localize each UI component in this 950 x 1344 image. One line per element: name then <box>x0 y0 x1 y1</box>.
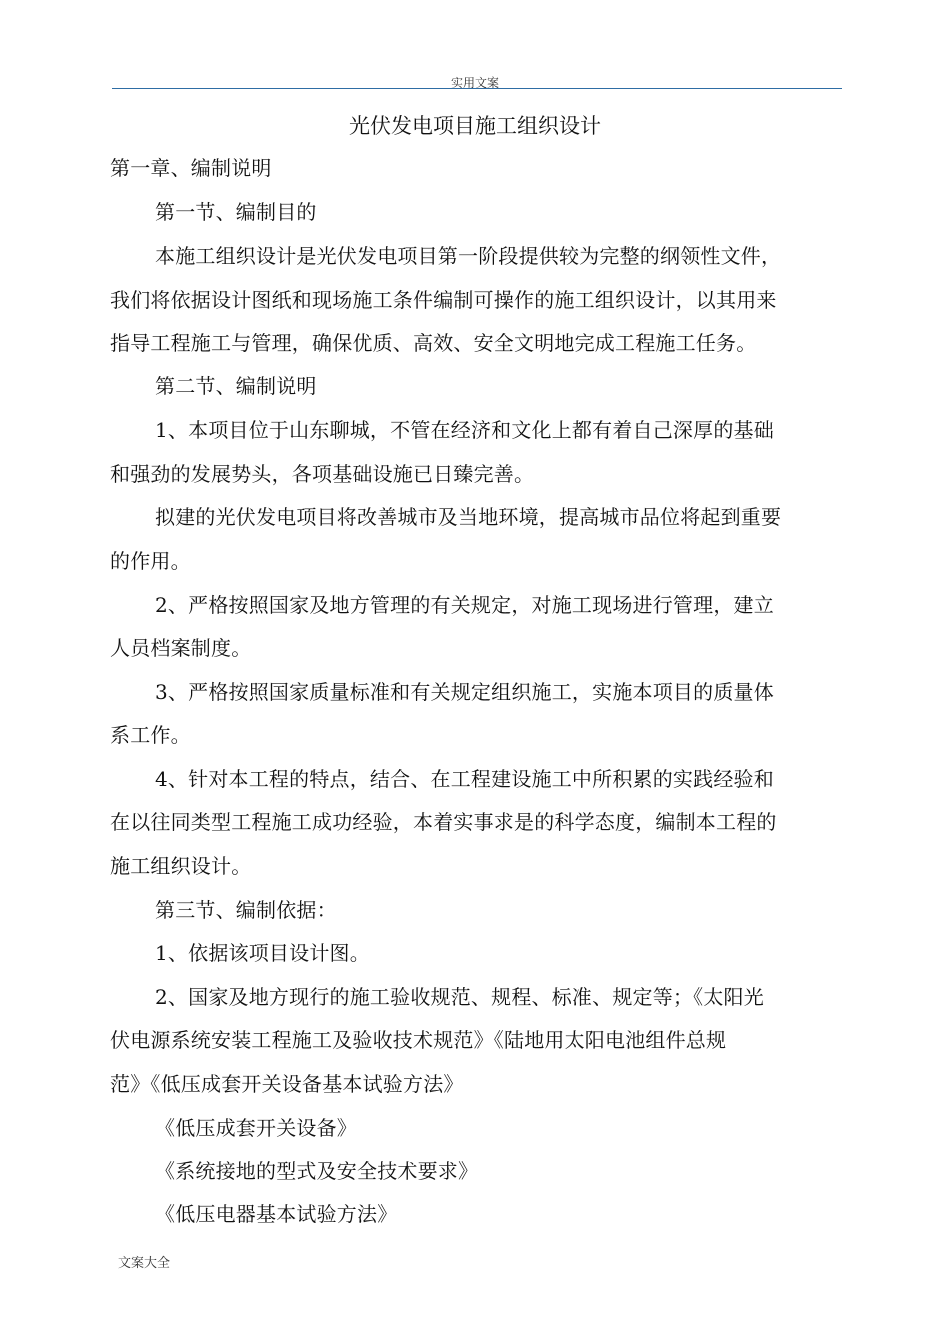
paragraph-line: 2、严格按照国家及地方管理的有关规定，对施工现场进行管理，建立 <box>155 593 774 617</box>
paragraph-line: 1、本项目位于山东聊城，不管在经济和文化上都有着自己深厚的基础 <box>155 418 774 442</box>
paragraph-line: 我们将依据设计图纸和现场施工条件编制可操作的施工组织设计，以其用来 <box>110 288 777 312</box>
reference-item: 《系统接地的型式及安全技术要求》 <box>155 1159 479 1183</box>
paragraph-line: 拟建的光伏发电项目将改善城市及当地环境，提高城市品位将起到重要 <box>155 505 782 529</box>
paragraph-line: 人员档案制度。 <box>110 636 252 660</box>
reference-item: 《低压电器基本试验方法》 <box>155 1202 398 1226</box>
paragraph-line: 的作用。 <box>110 549 191 573</box>
paragraph-line: 范》《低压成套开关设备基本试验方法》 <box>110 1072 464 1096</box>
paragraph-line: 1、依据该项目设计图。 <box>155 941 370 965</box>
chapter-heading: 第一章、编制说明 <box>110 156 272 180</box>
page-header: 实用文案 <box>450 76 499 90</box>
section-heading: 第三节、编制依据： <box>155 898 337 922</box>
paragraph-line: 3、严格按照国家质量标准和有关规定组织施工，实施本项目的质量体 <box>155 680 774 704</box>
paragraph-line: 施工组织设计。 <box>110 854 252 878</box>
page-footer: 文案大全 <box>118 1256 171 1271</box>
paragraph-line: 指导工程施工与管理，确保优质、高效、安全文明地完成工程施工任务。 <box>110 331 757 355</box>
section-heading: 第一节、编制目的 <box>155 200 317 224</box>
paragraph-line: 和强劲的发展势头，各项基础设施已日臻完善。 <box>110 462 535 486</box>
document-title: 光伏发电项目施工组织设计 <box>349 114 601 138</box>
paragraph-line: 系工作。 <box>110 723 191 747</box>
header-rule <box>112 88 842 89</box>
paragraph-line: 4、针对本工程的特点，结合、在工程建设施工中所积累的实践经验和 <box>155 767 774 791</box>
paragraph-line: 伏电源系统安装工程施工及验收技术规范》《陆地用太阳电池组件总规 <box>110 1028 727 1052</box>
paragraph-line: 在以往同类型工程施工成功经验，本着实事求是的科学态度，编制本工程的 <box>110 810 777 834</box>
paragraph-line: 2、国家及地方现行的施工验收规范、规程、标准、规定等；《太阳光 <box>155 985 764 1009</box>
reference-item: 《低压成套开关设备》 <box>155 1116 357 1140</box>
paragraph-line: 本施工组织设计是光伏发电项目第一阶段提供较为完整的纲领性文件， <box>155 244 782 268</box>
section-heading: 第二节、编制说明 <box>155 374 317 398</box>
